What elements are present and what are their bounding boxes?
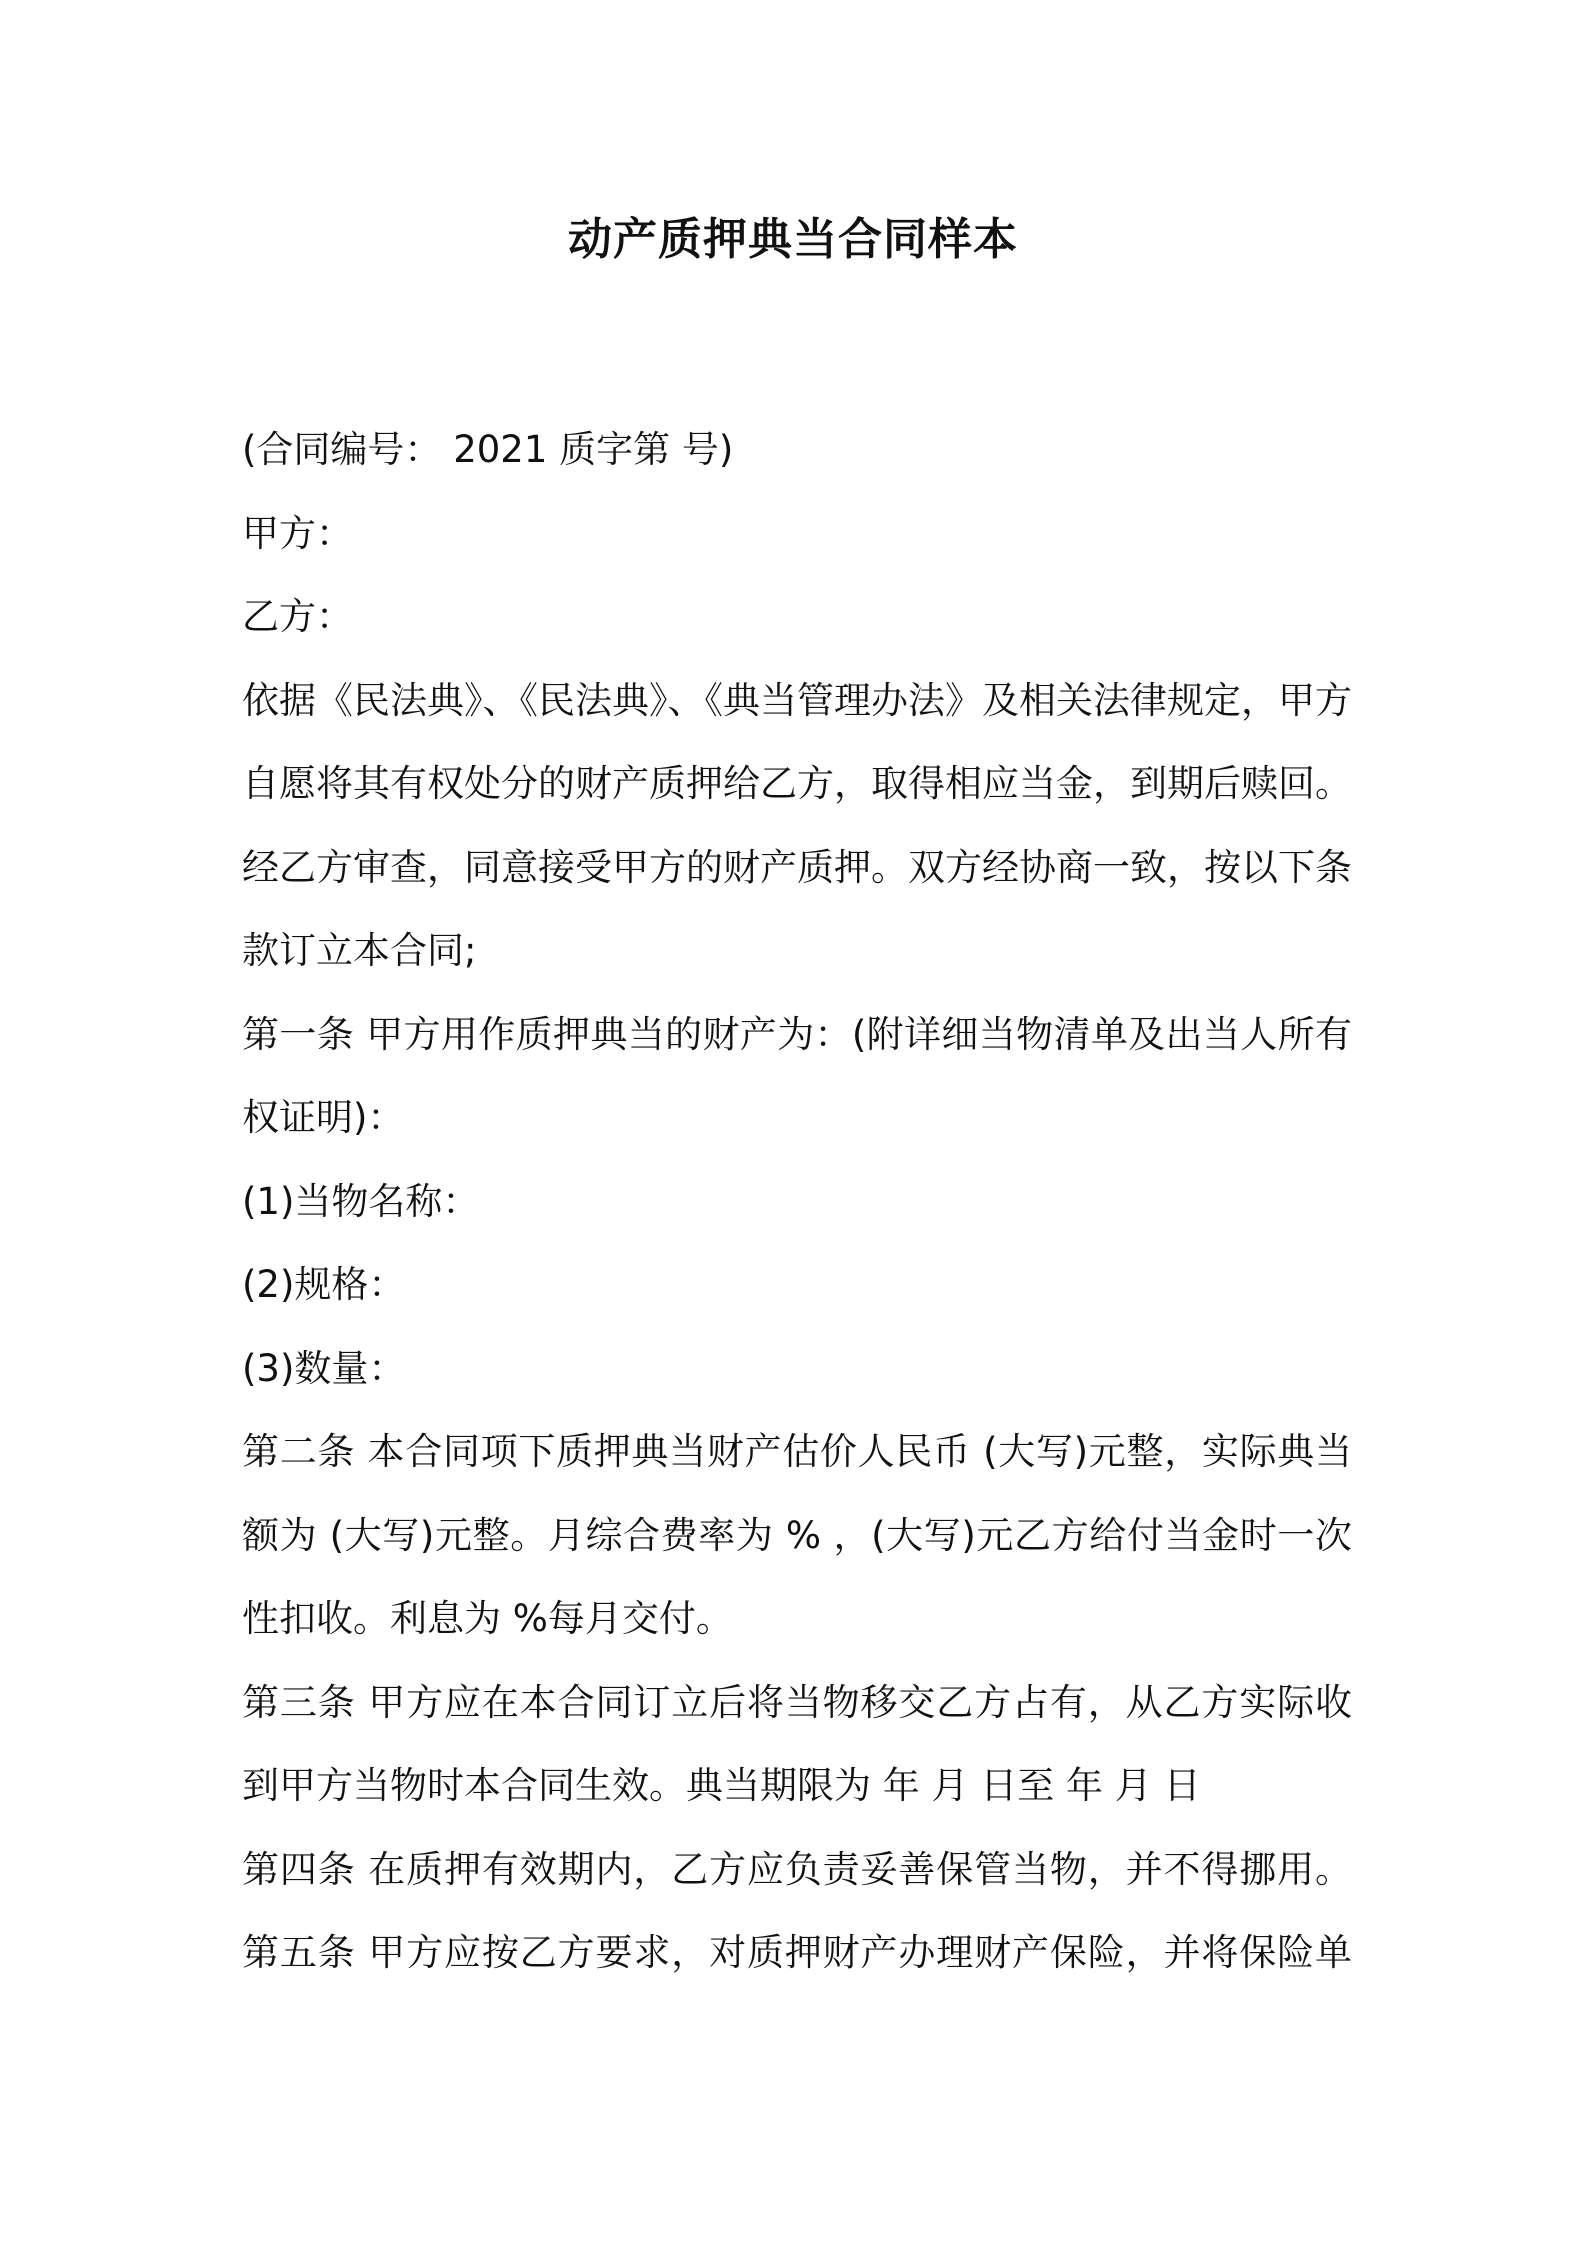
preamble-line-2: 自愿将其有权处分的财产质押给乙方，取得相应当金，到期后赎回。 xyxy=(242,762,1352,805)
document-body xyxy=(242,408,1352,1995)
article-2-line-1: 第二条 本合同项下质押典当财产估价人民币 (大写)元整，实际典当 xyxy=(242,1430,1352,1473)
article-2-line-2: 额为 (大写)元整。月综合费率为 % ，(大写)元乙方给付当金时一次 xyxy=(242,1513,1352,1557)
article-2-line-3: 性扣收。利息为 %每月交付。 xyxy=(242,1597,733,1640)
article-1-line-1: 第一条 甲方用作质押典当的财产为：(附详细当物清单及出当人所有 xyxy=(242,1012,1352,1056)
party-a-line: 甲方： xyxy=(242,511,353,555)
article-3-line-1: 第三条 甲方应在本合同订立后将当物移交乙方占有，从乙方实际收 xyxy=(242,1680,1352,1724)
preamble-line-3: 经乙方审查，同意接受甲方的财产质押。双方经协商一致，按以下条 xyxy=(242,845,1352,889)
item-spec-line: (2)规格： xyxy=(242,1263,406,1306)
document-title: 动产质押典当合同样本 xyxy=(568,214,1018,265)
contract-number-line: (合同编号： 2021 质字第 号) xyxy=(242,428,734,471)
preamble-line-4: 款订立本合同; xyxy=(242,929,477,972)
item-quantity-line: (3)数量： xyxy=(242,1346,406,1390)
item-name-line: (1)当物名称： xyxy=(242,1179,480,1223)
article-4-line-1: 第四条 在质押有效期内，乙方应负责妥善保管当物，并不得挪用。 xyxy=(242,1847,1352,1891)
article-5-line-1: 第五条 甲方应按乙方要求，对质押财产办理财产保险，并将保险单 xyxy=(242,1931,1352,1974)
article-1-line-2: 权证明)： xyxy=(242,1096,405,1139)
preamble-line-1: 依据《民法典》、《民法典》、《典当管理办法》及相关法律规定，甲方 xyxy=(242,678,1352,722)
article-3-line-2: 到甲方当物时本合同生效。典当期限为 年 月 日至 年 月 日 xyxy=(242,1764,1201,1807)
party-b-line: 乙方： xyxy=(242,595,353,638)
